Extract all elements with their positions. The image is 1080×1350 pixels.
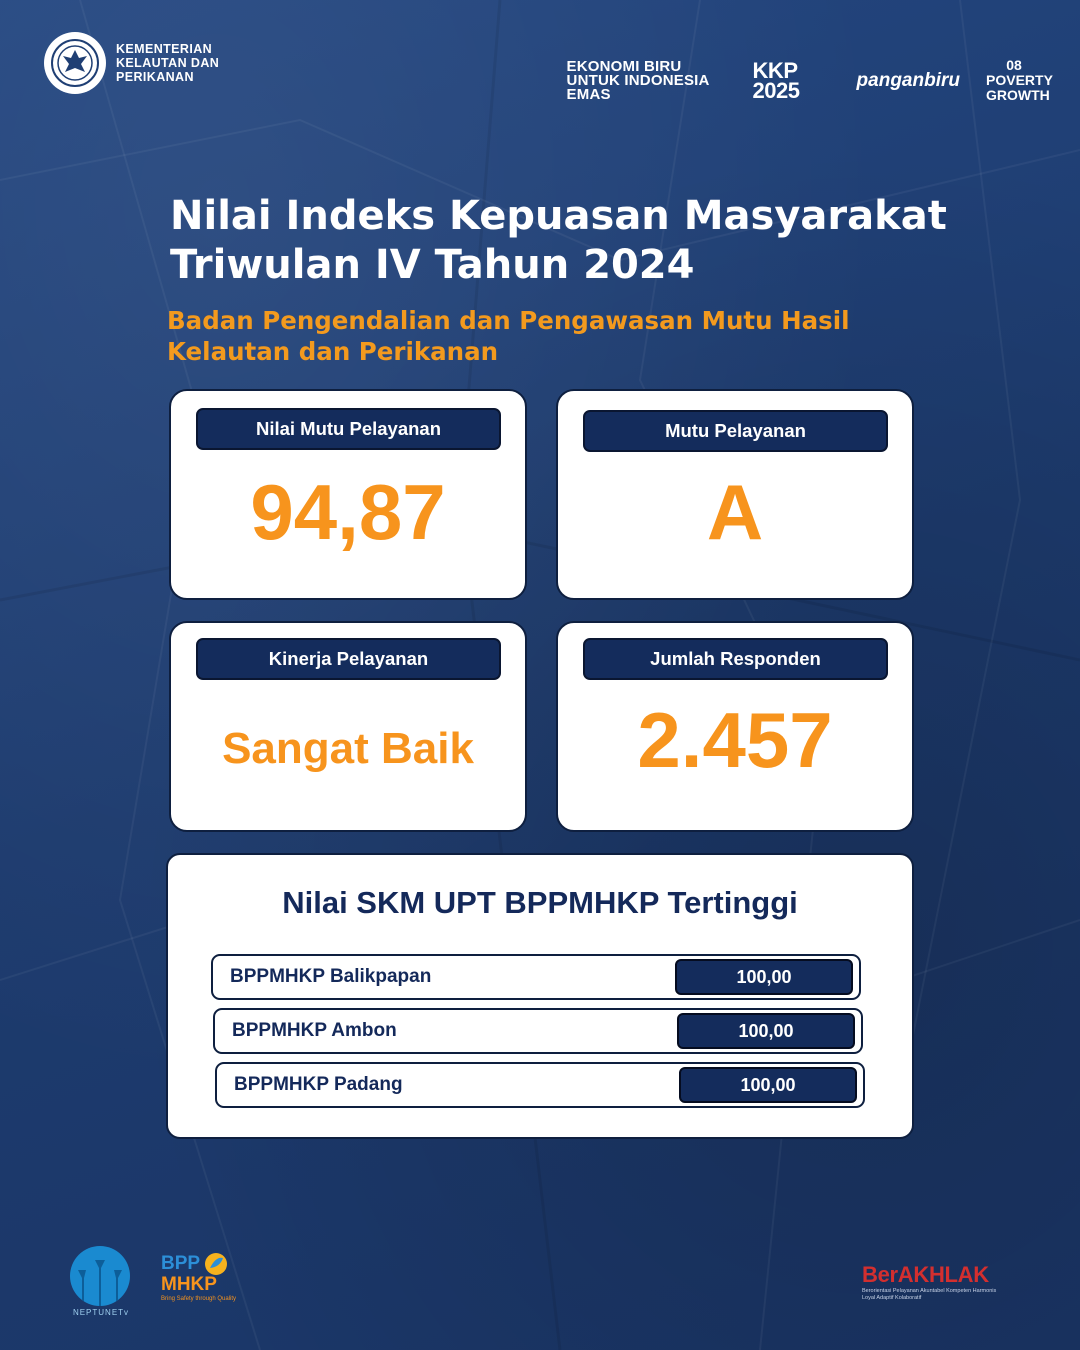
card-mutu-pelayanan [556,389,914,600]
partner-logos [566,57,1053,103]
kkp-logo [44,32,226,94]
garuda-emblem-icon [44,32,106,94]
leaf-icon [204,1252,228,1276]
growth-logo: 08 POVERTY GROWTH [986,57,1053,103]
neptune-tv-logo [70,1246,132,1317]
upt-name: BPPMHKP Balikpapan [230,966,432,987]
berakhlak-values: Berorientasi Pelayanan Akuntabel Kompeten Harmonis Loyal Adaptif Kolaboratif [862,1288,997,1301]
card-label: Jumlah Responden [583,638,888,680]
kkp-2025-logo: KKP 2025 [752,57,800,103]
berakhlak-logo [862,1262,1002,1302]
page-subtitle: Badan Pengendalian dan Pengawasan Mutu Hasil Kelautan dan Perikanan [167,306,850,366]
card-nilai-mutu [169,389,527,600]
upt-name: BPPMHKP Padang [234,1074,403,1095]
nilai-mutu-value: 94,87 [250,468,446,556]
card-jumlah-responden [556,621,914,832]
mhkp-text: MHKP [161,1274,217,1295]
table-row [211,954,861,1000]
kinerja-pelayanan-value: Sangat Baik [222,724,474,773]
panganbiru-logo: panganbiru [856,69,960,91]
card-label: Kinerja Pelayanan [196,638,501,680]
mutu-pelayanan-value: A [706,468,764,556]
skm-title: Nilai SKM UPT BPPMHKP Tertinggi [282,885,798,920]
ministry-name: KEMENTERIAN KELAUTAN DAN PERIKANAN [116,42,220,84]
ekonomi-biru-logo: EKONOMI BIRU UNTUK INDONESIA EMAS [566,57,709,103]
upt-score: 100,00 [677,1013,855,1049]
upt-name: BPPMHKP Ambon [232,1020,397,1041]
bppmhkp-logo [161,1252,236,1302]
table-row [215,1062,865,1108]
upt-score: 100,00 [679,1067,857,1103]
neptune-wordmark: NEPTUNETv [72,1308,130,1317]
jumlah-responden-value: 2.457 [637,696,833,784]
trident-icon [70,1246,130,1306]
card-label: Mutu Pelayanan [583,410,888,452]
bpp-tagline: Bring Safety through Quality [161,1296,237,1302]
berakhlak-wordmark: BerAKHLAK [862,1262,989,1287]
skm-panel [166,853,914,1139]
card-label: Nilai Mutu Pelayanan [196,408,501,450]
card-kinerja-pelayanan [169,621,527,832]
bpp-text: BPP [161,1253,201,1274]
page-title: Nilai Indeks Kepuasan Masyarakat Triwulan IV Tahun 2024 [170,193,947,288]
table-row [213,1008,863,1054]
upt-score: 100,00 [675,959,853,995]
